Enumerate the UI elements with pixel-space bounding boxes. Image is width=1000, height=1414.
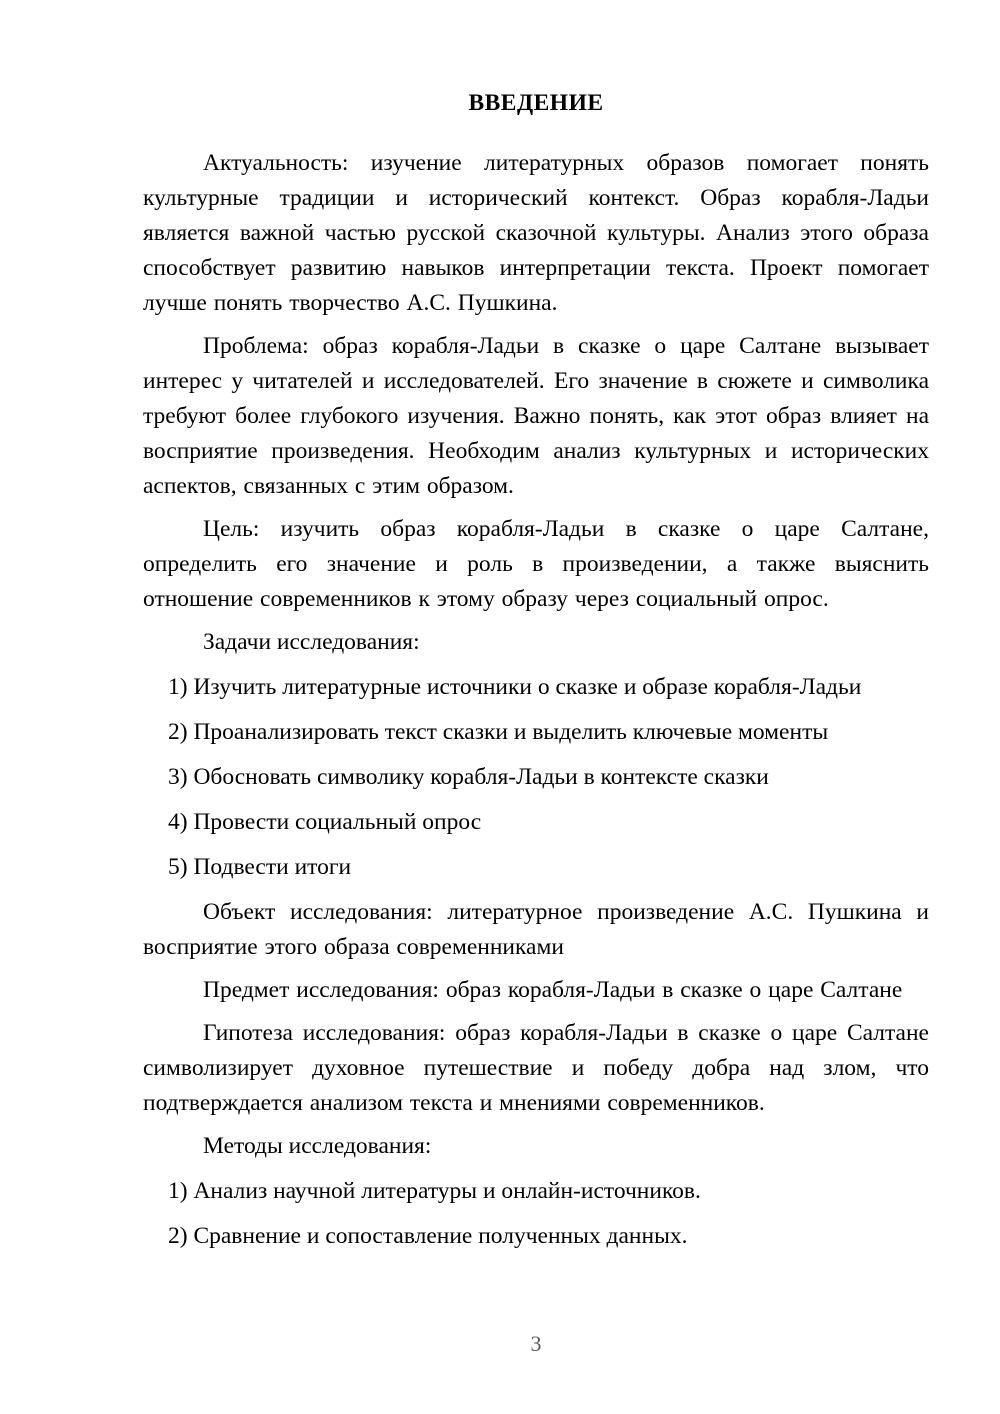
method-item-1: 1) Анализ научной литературы и онлайн-источников. <box>168 1178 701 1204</box>
page-title: ВВЕДЕНИЕ <box>468 90 604 116</box>
page-number: 3 <box>530 1331 542 1356</box>
method-item-2: 2) Сравнение и сопоставление полученных данных. <box>168 1223 688 1249</box>
tasks-heading: Задачи исследования: <box>203 629 420 655</box>
paragraph-hypothesis: Гипотеза исследования: образ корабля-Ладьи в сказке о царе Салтане символизирует духовное путешествие и победу добра над злом, что подтверждается анализом текста и мнениями современников. <box>143 1020 929 1116</box>
paragraph-subject: Предмет исследования: образ корабля-Ладьи в сказке о царе Салтане <box>203 977 903 1003</box>
paragraph-object: Объект исследования: литературное произведение А.С. Пушкина и восприятие этого образа современниками <box>143 899 929 960</box>
task-item-1: 1) Изучить литературные источники о сказке и образе корабля-Ладьи <box>168 674 862 700</box>
task-item-4: 4) Провести социальный опрос <box>168 809 482 835</box>
paragraph-relevance: Актуальность: изучение литературных образов помогает понять культурные традиции и исторический контекст. Образ корабля-Ладьи является важной частью русской сказочной культуры. Анализ этого образа способствует развитию навыков интерпретации текста. Проект помогает лучше понять творчество А.С. Пушкина. <box>143 150 929 316</box>
task-item-3: 3) Обосновать символику корабля-Ладьи в контексте сказки <box>168 764 769 790</box>
task-item-5: 5) Подвести итоги <box>168 854 352 880</box>
methods-heading: Методы исследования: <box>203 1133 432 1159</box>
paragraph-problem: Проблема: образ корабля-Ладьи в сказке о царе Салтане вызывает интерес у читателей и исследователей. Его значение в сюжете и символика требуют более глубокого изучения. Важно понять, как этот образ влияет на восприятие произведения. Необходим анализ культурных и исторических аспектов, связанных с этим образом. <box>143 333 929 499</box>
paragraph-goal: Цель: изучить образ корабля-Ладьи в сказке о царе Салтане, определить его значение и роль в произведении, а также выяснить отношение современников к этому образу через социальный опрос. <box>143 516 929 612</box>
task-item-2: 2) Проанализировать текст сказки и выделить ключевые моменты <box>168 719 829 745</box>
